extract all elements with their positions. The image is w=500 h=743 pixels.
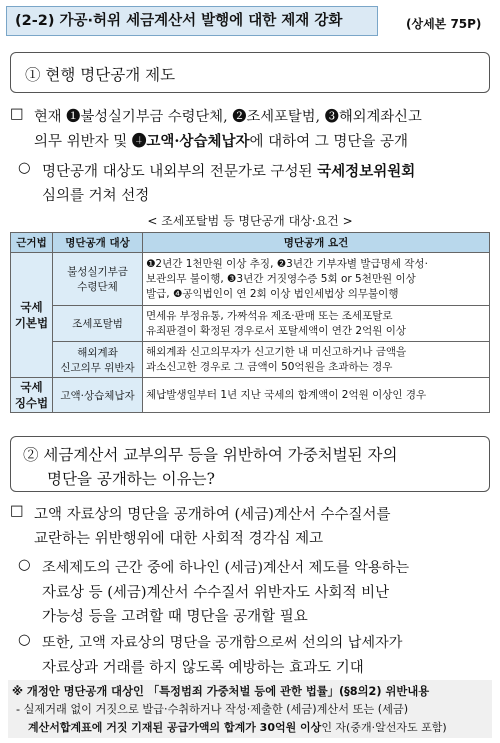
- law-collection-act: 국세 징수법: [11, 378, 53, 413]
- footnote-line3: 계산서합계표에 거짓 기재된 공급가액의 합계가 30억원 이상인 자(중개·알선자도 포함): [28, 721, 447, 734]
- page-title: (2-2) 가공·허위 세금계산서 발행에 대한 제재 강화: [6, 6, 378, 36]
- target-cell: 해외계좌 신고의무 위반자: [53, 342, 143, 378]
- current-line1: 현재 ❶불성실기부금 수령단체, ❷조세포탈범, ❸해외계좌신고: [34, 109, 422, 125]
- circle-bullet: ○: [18, 160, 31, 176]
- table-row: [11, 306, 490, 342]
- section2-heading-box: [10, 436, 490, 492]
- circle-bullet: ○: [18, 632, 31, 648]
- current-sub-line2: 심의를 거쳐 선정: [42, 188, 150, 204]
- reason-sub1-line3: 가능성 등을 고려할 때 명단을 공개할 필요: [42, 609, 308, 625]
- current-line2: 의무 위반자 및 ❹고액·상습체납자에 대하여 그 명단을 공개: [34, 133, 408, 150]
- section1-heading: ① 현행 명단공개 제도: [25, 66, 176, 84]
- table-row: [11, 253, 490, 306]
- law-basic-act: 국세 기본법: [11, 253, 53, 378]
- header-target: 명단공개 대상: [53, 233, 143, 253]
- section2-heading-line2: 명단을 공개하는 이유는?: [47, 470, 215, 488]
- square-bullet: □: [10, 503, 24, 519]
- requirement-cell: ❶2년간 1천만원 이상 추징, ❷3년간 기부자별 발급명세 작성· 보관의무 불이행, ❸3년간 거짓영수증 5회 or 5천만원 이상 발급, ❹공익법인이 연 2회 이상 법인세법상 의무불이행: [143, 253, 490, 306]
- circle-bullet: ○: [18, 557, 31, 573]
- table-row: [11, 378, 490, 413]
- target-cell: 불성실기부금 수령단체: [53, 253, 143, 306]
- table-header-row: [11, 233, 490, 253]
- target-cell: 고액·상습체납자: [53, 378, 143, 413]
- square-bullet: □: [10, 106, 24, 122]
- footnote-box: [8, 680, 492, 738]
- table-caption: < 조세포탈범 등 명단공개 대상·요건 >: [147, 214, 353, 228]
- current-sub-line1: 명단공개 대상도 내외부의 전문가로 구성된 국세정보위원회: [42, 163, 416, 180]
- reason-sub1-line1: 조세제도의 근간 중에 하나인 (세금)계산서 제도를 악용하는: [42, 560, 410, 576]
- reason-sub1-line2: 자료상 등 (세금)계산서 수수질서 위반자도 사회적 비난: [42, 585, 390, 601]
- requirement-cell: 체납발생일부터 1년 지난 국세의 합계액이 2억원 이상인 경우: [143, 378, 490, 413]
- requirement-cell: 면세유 부정유통, 가짜석유 제조·판매 또는 조세포탈로 유죄판결이 확정된 경우로서 포탈세액이 연간 2억원 이상: [143, 306, 490, 342]
- footnote-line2: - 실제거래 없이 거짓으로 발급·수취하거나 작성·제출한 (세금)계산서 또는 (세금): [16, 703, 409, 716]
- header-law: 근거법: [11, 233, 53, 253]
- reason-sub2-line2: 자료상과 거래를 하지 않도록 예방하는 효과도 기대: [42, 660, 364, 676]
- footnote-line1: ※ 개정안 명단공개 대상인 「특정범죄 가중처벌 등에 관한 법률」(§8의2) 위반내용: [12, 685, 430, 698]
- header-requirements: 명단공개 요건: [143, 233, 490, 253]
- target-cell: 조세포탈범: [53, 306, 143, 342]
- requirement-cell: 해외계좌 신고의무자가 신고기한 내 미신고하거나 금액을 과소신고한 경우로 그 금액이 50억원을 초과하는 경우: [143, 342, 490, 378]
- reason-line1: 고액 자료상의 명단을 공개하여 (세금)계산서 수수질서를: [34, 507, 391, 523]
- section1-heading-box: [10, 52, 490, 93]
- section2-heading-line1: ② 세금계산서 교부의무 등을 위반하여 가중처벌된 자의: [23, 446, 398, 464]
- table-row: [11, 342, 490, 378]
- reason-sub2-line1: 또한, 고액 자료상의 명단을 공개함으로써 선의의 납세자가: [42, 635, 403, 651]
- reason-line2: 교란하는 위반행위에 대한 사회적 경각심 제고: [34, 531, 324, 547]
- disclosure-requirements-table: [10, 232, 490, 413]
- reference-label: (상세본 75P): [406, 17, 482, 31]
